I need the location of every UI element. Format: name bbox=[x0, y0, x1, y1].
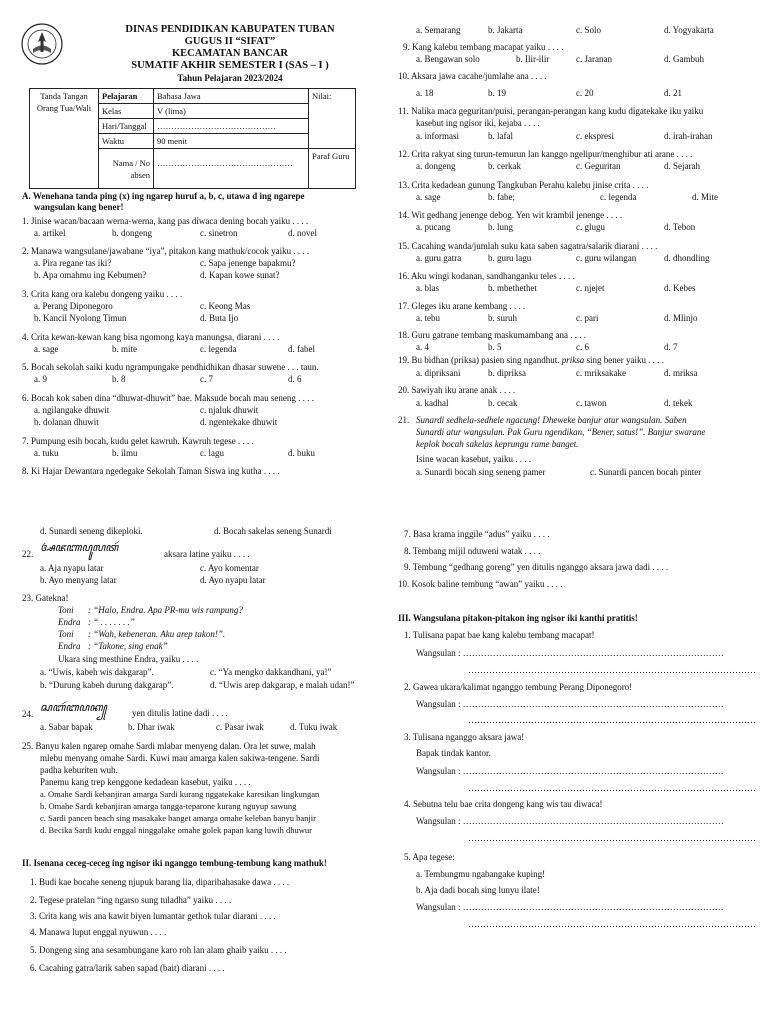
q18-option-a[interactable]: a. 4 bbox=[416, 342, 429, 352]
section-ii-q9: 9. Tembung “gedhang goreng” yen ditulis nganggo aksara jawa dadi . . . . bbox=[404, 562, 669, 572]
name-label: Nama / No absen bbox=[99, 149, 154, 189]
header-line-2: GUGUS II “SIFAT” bbox=[184, 36, 276, 47]
q17-option-d[interactable]: d. Mlinjo bbox=[664, 313, 698, 323]
section-a-title: A. Wenehana tanda ping (x) ing ngarep huruf a, b, c, utawa d ing ngarepe bbox=[22, 191, 305, 201]
q25-option-d[interactable]: d. Becika Sardi kudu enggal ninggalake omahe golek papan kang luwih dhuwur bbox=[40, 825, 312, 835]
q19-option-c[interactable]: c. mriksakake bbox=[576, 368, 626, 378]
section-iii-q3-sentence: Bapak tindak kantor. bbox=[416, 748, 491, 758]
q21-option-c[interactable]: c. Sunardi pancen bocah pinter bbox=[590, 467, 702, 477]
question-11-line-2: kasebut ing ngisor iki, kejaba . . . . bbox=[416, 118, 540, 128]
q21-question: Isine wacan kasebut, yaiku . . . . bbox=[416, 454, 531, 464]
q11-option-d[interactable]: d. irah-irahan bbox=[664, 131, 713, 141]
header-line-4: SUMATIF AKHIR SEMESTER I (SAS – I ) bbox=[131, 60, 329, 71]
dialog-3-text: : “Wah, kebeneran. Aku arep takon!”. bbox=[88, 629, 226, 639]
q10-option-d[interactable]: d. 21 bbox=[664, 88, 682, 98]
q25-option-c[interactable]: c. Sardi pancen beach sing masakake banget amarga omahe keleban banyu banjir bbox=[40, 813, 316, 823]
q14-option-b[interactable]: b. lung bbox=[488, 222, 514, 232]
question-10: 10. Aksara jawa cacahe/jumlahe ana . . . . bbox=[398, 71, 547, 81]
question-14: 14. Wit gedhang jenenge debog. Yen wit krambil jenenge . . . . bbox=[398, 210, 623, 220]
question-13: 13. Crita kedadean gunung Tangkuban Perahu kalebu jinise crita . . . . bbox=[398, 180, 649, 190]
question-21-number: 21. bbox=[398, 415, 410, 425]
class-label: Kelas bbox=[99, 104, 154, 119]
q20-option-a[interactable]: a. kadhal bbox=[416, 398, 449, 408]
q10-option-a[interactable]: a. 18 bbox=[416, 88, 434, 98]
q18-option-b[interactable]: b. 5 bbox=[488, 342, 502, 352]
time-label: Waktu bbox=[99, 134, 154, 149]
q16-option-a[interactable]: a. blas bbox=[416, 283, 439, 293]
q25-option-b[interactable]: b. Omahe Sardi kebanjiran amarga tangga-teparone kurang nguyup sawung bbox=[40, 801, 297, 811]
q8-option-c[interactable]: c. Solo bbox=[576, 25, 602, 35]
section-iii-q3: 3. Tulisana nganggo aksara jawa! bbox=[404, 732, 525, 742]
question-22: aksara latine yaiku . . . . bbox=[164, 549, 250, 559]
q6-option-a[interactable]: a. ngilangake dhuwit bbox=[34, 405, 110, 415]
q11-option-c[interactable]: c. ekspresi bbox=[576, 131, 614, 141]
q23-question: Ukara sing mesthine Endra, yaiku . . . . bbox=[58, 654, 199, 664]
school-logo bbox=[20, 22, 64, 66]
section-ii-q2: 2. Tegese pratelan “ing ngarso sung tuladha” yaiku . . . . bbox=[30, 895, 232, 905]
q13-option-a[interactable]: a. sage bbox=[416, 192, 441, 202]
q9-option-c[interactable]: c. Jaranan bbox=[576, 54, 612, 64]
answer-line-3b[interactable]: …………………………………………………………………………………… bbox=[468, 783, 756, 793]
q11-option-a[interactable]: a. informasi bbox=[416, 131, 459, 141]
section-iii-q5a: a. Tembungmu ngabangake kuping! bbox=[416, 869, 546, 879]
q6-option-d[interactable]: d. ngentekake dhuwit bbox=[200, 417, 278, 427]
q24-option-a[interactable]: a. Sabar bapak bbox=[40, 722, 93, 732]
q21-passage-1: Sunardi sedhela-sedhele ngacung! Dheweke banjur atur wangsulan. Saben bbox=[416, 415, 687, 425]
section-ii-title: II. Isenana ceceg-ceceg ing ngisor iki nganggo tembung-tembung kang mathuk! bbox=[22, 858, 327, 868]
q12-option-c[interactable]: c. Geguritan bbox=[576, 161, 621, 171]
section-ii-q3: 3. Crita kang wis ana kawit biyen lumantar gethok tular diarani . . . . bbox=[30, 911, 276, 921]
dialog-4-text: : “Takone, sing enak” bbox=[88, 641, 168, 651]
question-5: 5. Bocah sekolah saiki kudu ngrampungake pendhidhikan dhasar suwene . . . taun. bbox=[22, 362, 319, 372]
question-7: 7. Pumpung esih bocah, kudu gelet kawruh. Kawruh tegese . . . . bbox=[22, 436, 254, 446]
q4-option-d[interactable]: d. fabel bbox=[288, 344, 315, 354]
q24-option-b[interactable]: b. Dhar iwak bbox=[128, 722, 175, 732]
q10-option-c[interactable]: c. 20 bbox=[576, 88, 594, 98]
q25-option-a[interactable]: a. Omahe Sardi kebanjiran amarga Sardi kurang nggatekake karesikan lingkungan bbox=[40, 789, 320, 799]
parent-signature-cell: Tanda Tangan Orang Tua/Wali bbox=[30, 89, 99, 189]
question-1: 1. Jinise wacan/bacaan werna-werna, kang pas diwaca dening bocah yaiku . . . . bbox=[22, 216, 309, 226]
q21-option-d[interactable]: d. Bocah sakelas seneng Sunardi bbox=[214, 526, 332, 536]
q1-option-a[interactable]: a. artikel bbox=[34, 228, 66, 238]
dialog-3-speaker: Toni bbox=[58, 629, 74, 639]
q12-option-d[interactable]: d. Sejarah bbox=[664, 161, 700, 171]
dialog-1-text: : “Halo, Endra. Apa PR-mu wis rampung? bbox=[88, 605, 243, 615]
q7-option-d[interactable]: d. buku bbox=[288, 448, 315, 458]
question-19-tail: sing bener yaiku . . . . bbox=[586, 355, 664, 365]
q24-option-d[interactable]: d. Tuku iwak bbox=[290, 722, 338, 732]
q7-option-b[interactable]: b. ilmu bbox=[112, 448, 138, 458]
class-value: V (lima) bbox=[154, 104, 309, 119]
question-19-text: 19. Bu bidhan (priksa) pasien sing ngandhut. bbox=[398, 355, 560, 365]
section-ii-q6: 6. Cacahing gatra/larik saben sapad (bait) diarani . . . . bbox=[30, 963, 225, 973]
q17-option-a[interactable]: a. tebu bbox=[416, 313, 440, 323]
section-ii-q8: 8. Tembang mijil nduweni watak . . . . bbox=[404, 546, 541, 556]
question-15: 15. Cacahing wanda/jumlah suku kata saben sagatra/salarik diarani . . . . bbox=[398, 241, 658, 251]
q8-option-b[interactable]: b. Jakarta bbox=[488, 25, 523, 35]
question-24: yen ditulis latine dadi . . . . bbox=[132, 708, 228, 718]
q1-option-c[interactable]: c. sinetron bbox=[200, 228, 238, 238]
q20-option-b[interactable]: b. cecak bbox=[488, 398, 518, 408]
q14-option-d[interactable]: d. Tebon bbox=[664, 222, 696, 232]
question-18: 18. Guru gatrane tembang maskumambang ana . . . . bbox=[398, 330, 586, 340]
q9-option-b[interactable]: b. Ilir-ilir bbox=[516, 54, 550, 64]
section-ii-q7: 7. Basa krama inggile “adus” yaiku . . . . bbox=[404, 529, 550, 539]
answer-line-4a[interactable]: Wangsulan : …………………………………………………………………………… bbox=[416, 816, 724, 826]
question-6: 6. Bocah kok saben dina “dhuwat-dhuwit” bae. Maksude bocah mau seneng . . . . bbox=[22, 393, 314, 403]
identity-table bbox=[29, 88, 356, 189]
q21-passage-3: keplok bocah sakelas keprungu rame banget. bbox=[416, 439, 579, 449]
q20-option-c[interactable]: c. tawon bbox=[576, 398, 607, 408]
q19-option-d[interactable]: d. mriksa bbox=[664, 368, 698, 378]
question-3: 3. Crita kang ora kalebu dongeng yaiku . . . . bbox=[22, 289, 183, 299]
question-9: 9. Kang kalebu tembang macapat yaiku . . . . bbox=[403, 42, 564, 52]
q23-option-d[interactable]: d. “Uwis arep dakgarap, e malah udan!” bbox=[210, 680, 355, 690]
q3-option-c[interactable]: c. Keong Mas bbox=[200, 301, 251, 311]
q13-option-d[interactable]: d. Mite bbox=[692, 192, 718, 202]
q19-option-b[interactable]: b. dipriksa bbox=[488, 368, 526, 378]
answer-line-1a[interactable]: Wangsulan : …………………………………………………………………………… bbox=[416, 648, 724, 658]
q2-option-b[interactable]: b. Apa omahmu ing Kebumen? bbox=[34, 270, 147, 280]
q2-option-c[interactable]: c. Sapa jenenge bapakmu? bbox=[200, 258, 296, 268]
dialog-2-speaker: Endra bbox=[58, 617, 81, 627]
q16-option-d[interactable]: d. Kebes bbox=[664, 283, 696, 293]
q2-option-d[interactable]: d. Kapan kowe sunat? bbox=[200, 270, 280, 280]
question-4: 4. Crita kewan-kewan kang bisa ngomong kaya manungsa, diarani . . . . bbox=[22, 332, 280, 342]
question-12: 12. Crita rakyat sing turun-temurun lan kanggo ngelipur/menghibur ati arane . . . . bbox=[398, 149, 693, 159]
question-25-line-2: mlebu menyang omahe Sardi. Kuwi mau amarga kalen sakiwa-tengene. Sardi bbox=[40, 753, 320, 763]
q18-option-d[interactable]: d. 7 bbox=[664, 342, 678, 352]
q21-option-b[interactable]: d. Sunardi seneng dikeploki. bbox=[40, 526, 143, 536]
score-cell: Nilai: bbox=[309, 89, 356, 149]
question-8: 8. Ki Hajar Dewantara ngedegake Sekolah Taman Siswa ing kutha . . . . bbox=[22, 466, 280, 476]
q14-option-c[interactable]: c. glugu bbox=[576, 222, 605, 232]
q4-option-a[interactable]: a. sage bbox=[34, 344, 59, 354]
q12-option-b[interactable]: b. cerkak bbox=[488, 161, 521, 171]
q20-option-d[interactable]: d. tekek bbox=[664, 398, 693, 408]
q23-option-a[interactable]: a. “Uwis, kabeh wis dakgarap”. bbox=[40, 667, 154, 677]
q22-option-a[interactable]: a. Aja nyapu latar bbox=[40, 563, 104, 573]
q11-option-b[interactable]: b. lafal bbox=[488, 131, 513, 141]
q15-option-a[interactable]: a. guru gatra bbox=[416, 253, 462, 263]
q10-option-b[interactable]: b. 19 bbox=[488, 88, 506, 98]
answer-line-1b[interactable]: …………………………………………………………………………………… bbox=[468, 665, 756, 675]
answer-line-2a[interactable]: Wangsulan : …………………………………………………………………………… bbox=[416, 699, 724, 709]
q1-option-b[interactable]: b. dongeng bbox=[112, 228, 152, 238]
q18-option-c[interactable]: c. 6 bbox=[576, 342, 589, 352]
q9-option-a[interactable]: a. Bengawan solo bbox=[416, 54, 480, 64]
q15-option-b[interactable]: b. guru lagu bbox=[488, 253, 532, 263]
question-23: 23. Gatekna! bbox=[22, 593, 69, 603]
section-ii-q4: 4. Manawa luput enggal nyuwun . . . . bbox=[30, 927, 167, 937]
q3-option-a[interactable]: a. Perang Diponegoro bbox=[34, 301, 113, 311]
q3-option-b[interactable]: b. Kancil Nyolong Timun bbox=[34, 313, 127, 323]
subject-value: Bahasa Jawa bbox=[154, 89, 309, 104]
q7-option-c[interactable]: c. lagu bbox=[200, 448, 224, 458]
answer-line-4b[interactable]: …………………………………………………………………………………… bbox=[468, 833, 756, 843]
q16-option-c[interactable]: c. njejet bbox=[576, 283, 605, 293]
q19-option-a[interactable]: a. dipriksani bbox=[416, 368, 461, 378]
question-19-word: priksa bbox=[561, 355, 585, 365]
q5-option-a[interactable]: a. 9 bbox=[34, 374, 47, 384]
q12-option-a[interactable]: a. dongeng bbox=[416, 161, 456, 171]
question-16: 16. Aku wingi kodanan, sandhanganku teles . . . . bbox=[398, 271, 575, 281]
question-11: 11. Nalika maca geguritan/puisi, perangan-perangan kang kudu digatekake iku yaiku bbox=[398, 106, 704, 116]
time-value: 90 menit bbox=[154, 134, 309, 149]
subject-label: Pelajaran bbox=[99, 89, 154, 104]
section-ii-q5: 5. Dongeng sing ana sesambungane karo roh lan alam ghaib yaiku . . . . bbox=[30, 945, 287, 955]
question-17: 17. Gleges iku arane kembang . . . . bbox=[398, 301, 526, 311]
q4-option-b[interactable]: b. mite bbox=[112, 344, 137, 354]
q15-option-d[interactable]: d. dhondling bbox=[664, 253, 710, 263]
q13-option-b[interactable]: b. fabe; bbox=[488, 192, 515, 202]
answer-line-5b[interactable]: …………………………………………………………………………………… bbox=[468, 919, 756, 929]
q2-option-a[interactable]: a. Pira regane tas iki? bbox=[34, 258, 112, 268]
question-25: 25. Banyu kalen ngarep omahe Sardi mlabar menyeng dalan. Ora let suwe, malah bbox=[22, 741, 316, 751]
q15-option-c[interactable]: c. guru wilangan bbox=[576, 253, 637, 263]
q5-option-c[interactable]: c. 7 bbox=[200, 374, 213, 384]
dialog-1-speaker: Toni bbox=[58, 605, 74, 615]
question-25-prompt: Panemu kang trep kenggone kedadean kasebut, yaiku . . . . bbox=[40, 777, 251, 787]
q7-option-a[interactable]: a. tuku bbox=[34, 448, 59, 458]
section-iii-q1: 1. Tulisana papat bae kang kalebu tembang macapat! bbox=[404, 630, 595, 640]
q9-option-d[interactable]: d. Gambuh bbox=[664, 54, 704, 64]
answer-line-2b[interactable]: …………………………………………………………………………………… bbox=[468, 715, 756, 725]
q23-option-c[interactable]: c. “Ya mengko dakkandhani, ya!” bbox=[210, 667, 332, 677]
section-iii-title: III. Wangsulana pitakon-pitakon ing ngisor iki kanthi pratitis! bbox=[398, 613, 638, 623]
date-value: …………………………………… bbox=[154, 119, 309, 134]
section-iii-q5: 5. Apa tegese: bbox=[404, 852, 455, 862]
q17-option-b[interactable]: b. suruh bbox=[488, 313, 517, 323]
section-ii-q10: 10. Kosok baline tembung “awan” yaiku . . . . bbox=[398, 579, 563, 589]
date-label: Hari/Tanggal bbox=[99, 119, 154, 134]
q1-option-d[interactable]: d. novel bbox=[288, 228, 317, 238]
section-iii-q5b: b. Aja dadi bocah sing lunyu ilate! bbox=[416, 885, 540, 895]
name-value: ………………………………………… bbox=[154, 149, 309, 189]
q4-option-c[interactable]: c. legenda bbox=[200, 344, 237, 354]
q22-javanese-script: ꦄꦗꦚꦥꦸꦭꦠꦂ bbox=[40, 541, 119, 554]
teacher-signature-cell: Paraf Guru bbox=[309, 149, 356, 189]
q22-option-b[interactable]: b. Ayo menyang latar bbox=[40, 575, 117, 585]
section-a-title-2: wangsulan kang bener! bbox=[34, 202, 124, 212]
q6-option-c[interactable]: c. njaluk dhuwit bbox=[200, 405, 259, 415]
q21-option-a[interactable]: a. Sunardi bocah sing seneng pamer bbox=[416, 467, 546, 477]
q24-option-c[interactable]: c. Pasar iwak bbox=[216, 722, 264, 732]
answer-line-3a[interactable]: Wangsulan : …………………………………………………………………………… bbox=[416, 766, 724, 776]
q22-option-c[interactable]: c. Ayo komentar bbox=[200, 563, 259, 573]
q5-option-d[interactable]: d. 6 bbox=[288, 374, 302, 384]
q13-option-c[interactable]: c. legenda bbox=[600, 192, 637, 202]
question-24-number: 24. bbox=[22, 709, 34, 719]
header-line-1: DINAS PENDIDIKAN KABUPATEN TUBAN bbox=[125, 24, 335, 35]
question-2: 2. Manawa wangsulane/jawabane “iya”, pitakon kang mathuk/cocok yaiku . . . . bbox=[22, 246, 310, 256]
q22-option-d[interactable]: d. Ayo nyapu latar bbox=[200, 575, 266, 585]
q14-option-a[interactable]: a. pucang bbox=[416, 222, 451, 232]
section-iii-q2: 2. Gawea ukara/kalimat nganggo tembung Perang Diponegoro! bbox=[404, 682, 633, 692]
dialog-4-speaker: Endra bbox=[58, 641, 81, 651]
header-line-3: KECAMATAN BANCAR bbox=[172, 48, 288, 59]
header-line-5: Tahun Pelajaran 2023/2024 bbox=[177, 73, 283, 83]
q16-option-b[interactable]: b. mbethethet bbox=[488, 283, 537, 293]
answer-line-5a[interactable]: Wangsulan : …………………………………………………………………………… bbox=[416, 902, 724, 912]
q5-option-b[interactable]: b. 8 bbox=[112, 374, 126, 384]
q21-passage-2: Sunardi atur wangsulan. Pak Guru ngendikan, “Bener, satus!”. Banjur swarane bbox=[416, 427, 706, 437]
question-22-number: 22. bbox=[22, 549, 34, 559]
question-19 bbox=[398, 354, 664, 366]
question-25-line-3: padha keburiten wuh. bbox=[40, 765, 118, 775]
q8-option-a[interactable]: a. Semarang bbox=[416, 25, 461, 35]
section-iii-q4: 4. Sebutna telu bae crita dongeng kang wis tau diwaca! bbox=[404, 799, 603, 809]
q6-option-b[interactable]: b. dolanan dhuwit bbox=[34, 417, 99, 427]
section-ii-q1: 1. Budi kae bocahe seneng njupuk barang lia, diparibahasake dawa . . . . bbox=[30, 877, 290, 887]
question-20: 20. Sawiyah iku arane anak . . . . bbox=[398, 385, 516, 395]
q17-option-c[interactable]: c. pari bbox=[576, 313, 599, 323]
q24-javanese-script: ꦱꦧꦂꦧꦥꦏ꧀ bbox=[40, 701, 107, 714]
q23-option-b[interactable]: b. “Durung kabeh durung dakgarap”. bbox=[40, 680, 174, 690]
q3-option-d[interactable]: d. Buta Ijo bbox=[200, 313, 239, 323]
dialog-2-text: : “ . . . . . . .” bbox=[88, 617, 135, 627]
q8-option-d[interactable]: d. Yogyakarta bbox=[664, 25, 714, 35]
